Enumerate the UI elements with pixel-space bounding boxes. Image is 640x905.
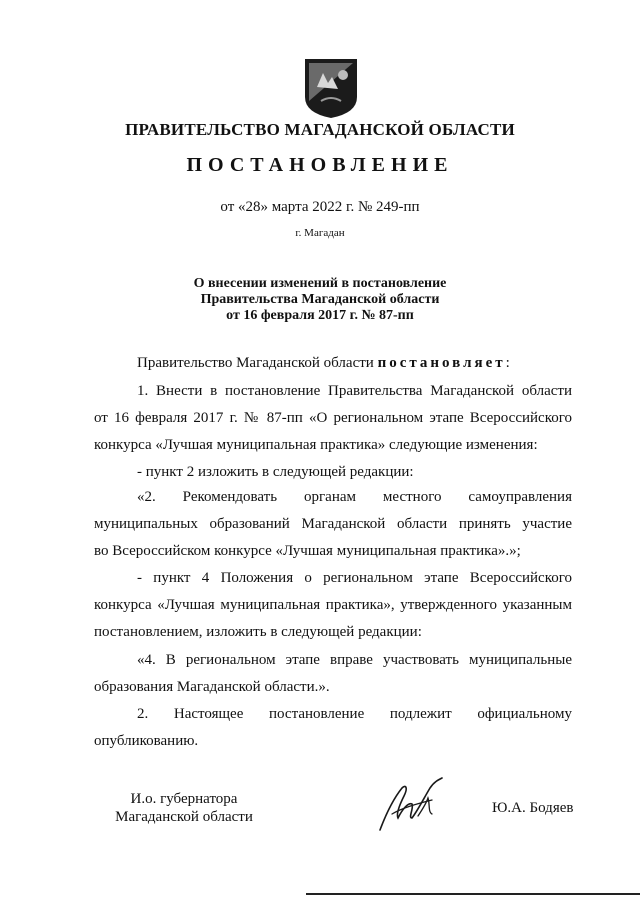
paragraph-line: опубликованию. <box>94 733 199 749</box>
paragraph-line: от 16 февраля 2017 г. № 87-пп «О региональном этапе Всероссийского <box>94 410 572 426</box>
paragraph-line: конкурса «Лучшая муниципальная практика», утвержденного указанным <box>94 597 572 613</box>
signatory-position-line: И.о. губернатора <box>130 791 238 807</box>
paragraph-line: 1. Внести в постановление Правительства Магаданской области <box>137 383 572 399</box>
signatory-position <box>104 790 264 826</box>
decree-date-number: от «28» марта 2022 г. № 249-пп <box>220 199 420 215</box>
paragraph-line: 2. Настоящее постановление подлежит официальному <box>137 706 572 722</box>
paragraph-line: - пункт 2 изложить в следующей редакции: <box>137 464 414 480</box>
decree-body <box>94 0 572 905</box>
paragraph-line: «2. Рекомендовать органам местного самоуправления <box>137 489 572 505</box>
paragraph-line: муниципальных образований Магаданской области принять участие <box>94 516 572 532</box>
paragraph-line: конкурса «Лучшая муниципальная практика» следующие изменения: <box>94 437 538 453</box>
preamble-colon: : <box>505 355 510 371</box>
paragraph-line: образования Магаданской области.». <box>94 679 330 695</box>
signatory-position-line: Магаданской области <box>115 809 253 825</box>
paragraph-line: - пункт 4 Положения о региональном этапе Всероссийского <box>137 570 572 586</box>
signatory-name: Ю.А. Бодяев <box>492 800 574 816</box>
paragraph-line: постановлением, изложить в следующей редакции: <box>94 624 422 640</box>
decree-city: г. Магадан <box>295 227 345 239</box>
handwritten-signature <box>372 774 450 836</box>
paragraph-line: во Всероссийском конкурсе «Лучшая муниципальная практика».»; <box>94 543 521 559</box>
document-type-heading: ПОСТАНОВЛЕНИЕ <box>186 154 454 176</box>
government-name: ПРАВИТЕЛЬСТВО МАГАДАНСКОЙ ОБЛАСТИ <box>125 120 515 139</box>
preamble <box>137 355 510 372</box>
subject-line: от 16 февраля 2017 г. № 87-пп <box>226 308 414 323</box>
preamble-text: Правительство Магаданской области <box>137 355 374 371</box>
subject-line: О внесении изменений в постановление <box>193 276 447 291</box>
subject-line: Правительства Магаданской области <box>200 292 440 307</box>
page-bottom-rule <box>306 893 640 895</box>
preamble-verb: постановляет <box>377 355 506 371</box>
paragraph-line: «4. В региональном этапе вправе участвовать муниципальные <box>137 652 572 668</box>
